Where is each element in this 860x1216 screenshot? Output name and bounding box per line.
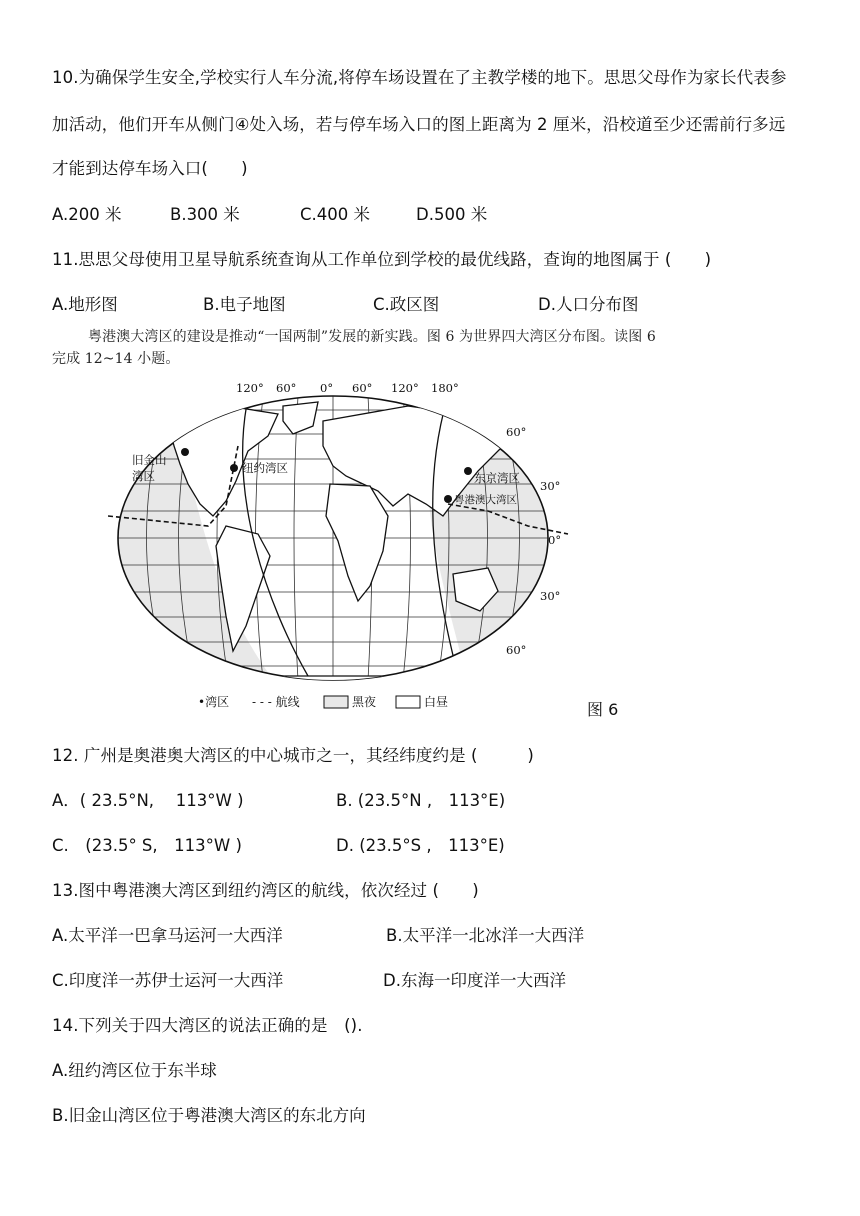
lat-label-60n: 60° <box>506 425 527 439</box>
legend-bay: •湾区 <box>198 695 230 709</box>
intro-line2: 完成 12~14 小题。 <box>52 351 180 367</box>
lat-label-30s: 30° <box>540 589 561 603</box>
legend-day: 白昼 <box>424 695 449 709</box>
label-tokyo-bay: 东京湾区 <box>474 471 520 485</box>
q14-option-b: B.旧金山湾区位于粤港澳大湾区的东北方向 <box>52 1106 366 1125</box>
map-legend <box>198 694 448 709</box>
q11-option-c: C.政区图 <box>373 295 440 314</box>
label-san-francisco-bay: 湾区 <box>132 469 155 483</box>
q13-option-a: A.太平洋一巴拿马运河一大西洋 <box>52 926 283 945</box>
q12-option-c: C. (23.5° S, 113°W ) <box>52 836 242 855</box>
lon-label-0: 0° <box>320 381 334 395</box>
q13-stem: 13.图中粤港澳大湾区到纽约湾区的航线，依次经过 ( ) <box>52 881 479 900</box>
lon-label-60e: 60° <box>352 381 373 395</box>
q10-stem-line2: 加活动，他们开车从侧门④处入场，若与停车场入口的图上距离为 2 厘米，沿校道至少还需前行多远 <box>52 115 786 134</box>
antarctica <box>188 676 478 688</box>
q10-option-d: D.500 米 <box>416 205 488 224</box>
q11-stem: 11.思思父母使用卫星导航系统查询从工作单位到学校的最优线路，查询的地图属于 ( ) <box>52 250 712 269</box>
tokyo-bay-dot <box>464 467 472 475</box>
q12-option-b: B. (23.5°N , 113°E) <box>336 791 506 810</box>
label-gba: 粤港澳大湾区 <box>454 494 517 506</box>
q10-stem-line1: 10.为确保学生安全,学校实行人车分流,将停车场设置在了主教学楼的地下。思思父母作为家长代表参 <box>52 68 787 87</box>
q11-option-b: B.电子地图 <box>203 295 286 314</box>
q10-stem-line3: 才能到达停车场入口( ) <box>52 159 248 178</box>
guangdong-hk-macao-bay-dot <box>444 495 452 503</box>
lon-label-60w: 60° <box>276 381 297 395</box>
q14-option-a: A.纽约湾区位于东半球 <box>52 1061 217 1080</box>
q13-option-c: C.印度洋一苏伊士运河一大西洋 <box>52 971 284 990</box>
africa <box>326 484 388 601</box>
q13-option-b: B.太平洋一北冰洋一大西洋 <box>386 926 585 945</box>
world-bay-areas-map <box>108 376 578 716</box>
lon-label-120e: 120° <box>391 381 419 395</box>
new-york-bay-dot <box>230 464 238 472</box>
figure-caption: 图 6 <box>587 700 619 719</box>
q10-option-c: C.400 米 <box>300 205 371 224</box>
greenland <box>283 402 318 434</box>
q12-option-a: A．( 23.5°N, 113°W ) <box>52 791 244 810</box>
san-francisco-bay-dot <box>181 448 189 456</box>
lon-label-120w: 120° <box>236 381 264 395</box>
label-new-york-bay: 纽约湾区 <box>242 461 288 475</box>
legend-night: 黑夜 <box>352 695 377 709</box>
lat-label-0: 0° <box>548 533 562 547</box>
lat-label-60s: 60° <box>506 643 527 657</box>
q11-option-d: D.人口分布图 <box>538 295 639 314</box>
lon-label-180: 180° <box>431 381 459 395</box>
lat-label-30n: 30° <box>540 479 561 493</box>
q10-option-a: A.200 米 <box>52 205 122 224</box>
q10-option-b: B.300 米 <box>170 205 240 224</box>
q11-option-a: A.地形图 <box>52 295 118 314</box>
q14-stem: 14.下列关于四大湾区的说法正确的是 (). <box>52 1016 363 1035</box>
legend-route: - - - 航线 <box>252 695 300 709</box>
intro-line1: 粤港澳大湾区的建设是推动“一国两制”发展的新实践。图 6 为世界四大湾区分布图。读图 6 <box>88 329 656 345</box>
q12-stem: 12. 广州是奥港奥大湾区的中心城市之一，其经纬度约是 ( ) <box>52 746 534 765</box>
label-san-francisco: 旧金山 <box>132 453 167 467</box>
q12-option-d: D. (23.5°S , 113°E) <box>336 836 505 855</box>
q13-option-d: D.东海一印度洋一大西洋 <box>383 971 566 990</box>
